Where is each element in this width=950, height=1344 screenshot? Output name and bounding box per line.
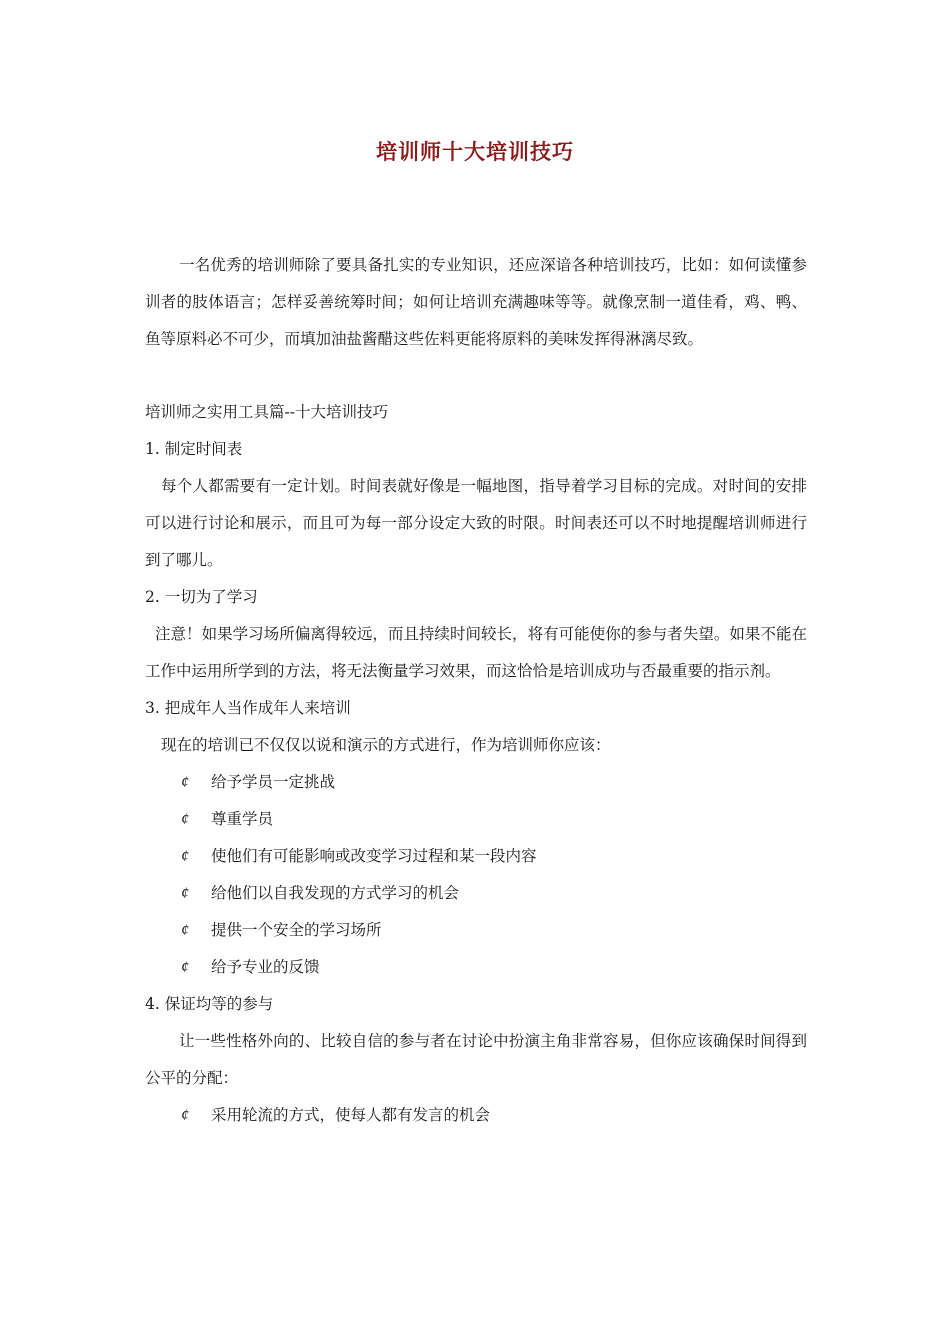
document-title: 培训师十大培训技巧 (376, 139, 574, 164)
bullet-icon: ¢ (181, 774, 189, 791)
bullet-icon: ¢ (181, 959, 189, 976)
bullet-text: 给他们以自我发现的方式学习的机会 (211, 884, 460, 902)
tip-heading-4: 4. 保证均等的参与 (145, 995, 274, 1013)
list-item (145, 875, 807, 912)
list-item (145, 801, 807, 838)
tip-body-3: 现在的培训已不仅仅以说和演示的方式进行，作为培训师你应该： (161, 736, 611, 754)
tip-heading-3: 3. 把成年人当作成年人来培训 (145, 699, 351, 717)
tip-heading-1: 1. 制定时间表 (145, 440, 243, 458)
section-title: 培训师之实用工具篇--十大培训技巧 (145, 403, 388, 421)
tip-body-1: 每个人都需要有一定计划。时间表就好像是一幅地图，指导着学习目标的完成。对时间的安排可以进行讨论和展示，而且可为每一部分设定大致的时限。时间表还可以不时地提醒培训师进行到了哪儿。 (145, 477, 807, 569)
tip-heading-2: 2. 一切为了学习 (145, 588, 258, 606)
bullet-text: 给予专业的反馈 (211, 958, 320, 976)
bullet-text: 使他们有可能影响或改变学习过程和某一段内容 (211, 847, 537, 865)
intro-paragraph: 一名优秀的培训师除了要具备扎实的专业知识，还应深谙各种培训技巧，比如：如何读懂参训者的肢体语言；怎样妥善统筹时间；如何让培训充满趣味等等。就像烹制一道佳肴，鸡、鸭、鱼等原料必不可少，而填加油盐酱醋这些佐料更能将原料的美味发挥得淋漓尽致。 (145, 256, 807, 348)
list-item (145, 949, 807, 986)
bullet-icon: ¢ (181, 1107, 189, 1124)
document-body (145, 247, 807, 1134)
list-item (145, 1097, 807, 1134)
tip-4-bullet-list (145, 1097, 807, 1134)
tip-3-bullet-list (145, 764, 807, 986)
bullet-text: 采用轮流的方式，使每人都有发言的机会 (211, 1106, 491, 1124)
bullet-text: 尊重学员 (211, 810, 274, 828)
tip-body-2: 注意！如果学习场所偏离得较远，而且持续时间较长，将有可能使你的参与者失望。如果不能在工作中运用所学到的方法，将无法衡量学习效果，而这恰恰是培训成功与否最重要的指示剂。 (145, 625, 807, 680)
bullet-icon: ¢ (181, 848, 189, 865)
bullet-icon: ¢ (181, 811, 189, 828)
list-item (145, 912, 807, 949)
bullet-icon: ¢ (181, 885, 189, 902)
bullet-text: 给予学员一定挑战 (211, 773, 336, 791)
list-item (145, 764, 807, 801)
bullet-text: 提供一个安全的学习场所 (211, 921, 382, 939)
list-item (145, 838, 807, 875)
spacer (145, 358, 807, 394)
tip-body-4: 让一些性格外向的、比较自信的参与者在讨论中扮演主角非常容易，但你应该确保时间得到公平的分配： (145, 1032, 807, 1087)
bullet-icon: ¢ (181, 922, 189, 939)
